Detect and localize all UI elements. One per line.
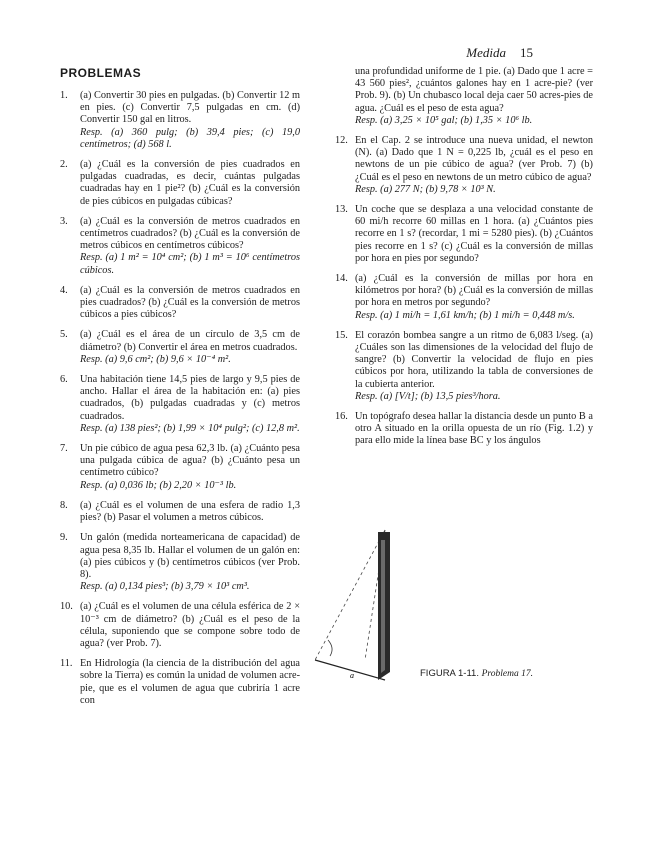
problem-number: 11. bbox=[60, 658, 73, 670]
problem-text: El corazón bombea sangre a un ritmo de 6,083 l/seg. (a) ¿Cuáles son las dimensiones de la velocidad del flujo de sangre? (b) Convertir la velocidad de flujo en pies cúbicos por hora, utilizando la tabla de conversiones de la cubierta anterior. bbox=[355, 329, 593, 390]
problem-text: (a) ¿Cuál es el área de un círculo de 3,5 cm de diámetro? (b) Convertir el área en metros cuadrados. bbox=[80, 329, 300, 353]
problem-item bbox=[60, 658, 300, 707]
problem-answer: Resp. (a) 277 N; (b) 9,78 × 10³ N. bbox=[355, 183, 496, 195]
problem-number: 7. bbox=[60, 443, 68, 455]
problem-answer: Resp. (a) 360 pulg; (b) 39,4 pies; (c) 19,0 centímetros; (d) 568 l. bbox=[80, 126, 300, 150]
problem-number: 10. bbox=[60, 601, 73, 613]
problem-text: (a) ¿Cuál es la conversión de pies cuadrados en pulgadas cuadradas, es decir, cuántas pulgadas cuadradas hay en 1 pie²? (b) ¿Cuál es la conversión de pies cúbicos en pulgadas cúbicas? bbox=[80, 159, 300, 207]
problem-item bbox=[60, 374, 300, 435]
problem-text: Un galón (medida norteamericana de capacidad) de agua pesa 8,35 lb. Hallar el volumen de un galón en: (a) pies cúbicos y (b) centímetros cúbicos (ver Prob. 8). bbox=[80, 532, 300, 580]
problem-item bbox=[60, 285, 300, 322]
problem-answer: Resp. (a) 0,036 lb; (b) 2,20 × 10⁻³ lb. bbox=[80, 479, 237, 491]
problem-text: En Hidrología (la ciencia de la distribución del agua sobre la Tierra) es común la unidad de volumen acre-pie, que es el volumen de agua que cubriría 1 acre con bbox=[80, 658, 300, 706]
page-header bbox=[466, 45, 533, 61]
left-problem-list bbox=[60, 90, 300, 707]
problem-item bbox=[335, 411, 593, 448]
problem-text: Un pie cúbico de agua pesa 62,3 lb. (a) ¿Cuánto pesa una pulgada cúbica de agua? (b) ¿Cuánto pesa un centímetro cúbico? bbox=[80, 443, 300, 479]
right-problem-list bbox=[335, 135, 593, 448]
problem-answer: Resp. (a) [V/t]; (b) 13,5 pies³/hora. bbox=[355, 390, 501, 402]
problem-item bbox=[60, 159, 300, 208]
problem-11-continuation bbox=[335, 66, 593, 127]
problem-item bbox=[60, 443, 300, 492]
problem-text: Un coche que se desplaza a una velocidad constante de 60 mi/h recorre 60 millas en 1 hora. (a) ¿Cuántos pies recorre en 1 s? (recordar, 1 mi = 5280 pies). (b) ¿Cuántos pies recorre en 1 s? (c) ¿Cuál es la conversión de millas por hora en pies por segundo? bbox=[355, 204, 593, 264]
problem-item bbox=[60, 329, 300, 366]
problem-text: Una habitación tiene 14,5 pies de largo y 9,5 pies de ancho. Hallar el área de la habitación en: (a) pies cuadrados, (b) pulgadas cuadradas y (c) metros cuadrados. bbox=[80, 374, 300, 422]
problem-item bbox=[335, 330, 593, 403]
problem-number: 13. bbox=[335, 204, 348, 216]
section-title: PROBLEMAS bbox=[60, 66, 142, 80]
figure-caption bbox=[420, 668, 533, 679]
header-title: Medida bbox=[466, 45, 506, 60]
page-number: 15 bbox=[520, 45, 533, 60]
figure-angle-arc bbox=[328, 640, 332, 656]
problem-answer: Resp. (a) 1 mi/h = 1,61 km/h; (b) 1 mi/h = 0,448 m/s. bbox=[355, 309, 575, 321]
problem-answer: Resp. (a) 1 m² = 10⁴ cm²; (b) 1 m³ = 10⁶ centímetros cúbicos. bbox=[80, 252, 300, 276]
problem-item bbox=[335, 135, 593, 196]
problem-answer: Resp. (a) 9,6 cm²; (b) 9,6 × 10⁻⁴ m². bbox=[80, 353, 231, 365]
problem-number: 2. bbox=[60, 159, 68, 171]
problem-number: 6. bbox=[60, 374, 68, 386]
problem-item bbox=[60, 90, 300, 151]
problem-item bbox=[335, 273, 593, 322]
problem-text: Un topógrafo desea hallar la distancia desde un punto B a otro A situado en la orilla opuesta de un río (Fig. 1.2) y para ello mide la línea base BC y los ángulos bbox=[355, 411, 593, 447]
problem-number: 3. bbox=[60, 215, 68, 227]
right-column bbox=[335, 66, 593, 456]
continuation-answer: Resp. (a) 3,25 × 10⁵ gal; (b) 1,35 × 10⁶ lb. bbox=[355, 114, 533, 126]
figure-dashed-line-1 bbox=[315, 530, 385, 660]
problem-number: 15. bbox=[335, 329, 348, 341]
problem-text: (a) Convertir 30 pies en pulgadas. (b) Convertir 12 m en pies. (c) Convertir 7,5 pulgadas en cm. (d) Convertir 150 gal en litros. bbox=[80, 90, 300, 126]
problem-number: 12. bbox=[335, 135, 348, 147]
problem-number: 8. bbox=[60, 499, 68, 511]
figure-caption-label: FIGURA 1-11. bbox=[420, 668, 479, 679]
problem-answer: Resp. (a) 0,134 pies³; (b) 3,79 × 10³ cm³. bbox=[80, 581, 250, 593]
figure-caption-ref: Problema 17. bbox=[481, 669, 533, 679]
problem-number: 5. bbox=[60, 329, 68, 341]
problem-text: En el Cap. 2 se introduce una nueva unidad, el newton (N). (a) Dado que 1 N = 0,225 lb, ¿cuál es el peso en newtons de un pie cúbico de agua? (ver Prob. 7) (b) ¿Cuál es el peso en newtons de un metro cúbico de agua? bbox=[355, 135, 593, 183]
figure-problem-17 bbox=[290, 520, 490, 690]
problem-text: (a) ¿Cuál es la conversión de metros cuadrados en centímetros cuadrados? (b) ¿Cuál es la conversión de metros cúbicos en centímetros cúbicos? bbox=[80, 215, 300, 252]
problem-text: (a) ¿Cuál es el volumen de una célula esférica de 2 × 10⁻³ cm de diámetro? (b) ¿Cuál es el peso de la célula, suponiendo que se compone sobre todo de agua? (ver Prob. 7). bbox=[80, 601, 300, 649]
problem-item bbox=[60, 532, 300, 593]
problem-number: 14. bbox=[335, 273, 348, 285]
problem-text: (a) ¿Cuál es el volumen de una esfera de radio 1,3 pies? (b) Pasar el volumen a metros cúbicos. bbox=[80, 499, 300, 524]
left-column bbox=[60, 66, 300, 715]
figure-label-a: a bbox=[350, 671, 354, 680]
problem-item bbox=[60, 216, 300, 277]
figure-bar-highlight bbox=[381, 540, 385, 673]
problem-text: (a) ¿Cuál es la conversión de metros cuadrados en pies cuadrados? (b) ¿Cuál es la conversión de metros cúbicos a pies cúbicos? bbox=[80, 284, 300, 321]
problem-number: 1. bbox=[60, 90, 68, 101]
problem-item bbox=[335, 204, 593, 265]
problem-number: 16. bbox=[335, 411, 348, 423]
problem-item bbox=[60, 601, 300, 650]
problem-item bbox=[60, 500, 300, 524]
problem-text: (a) ¿Cuál es la conversión de millas por hora en kilómetros por hora? (b) ¿Cuál es la conversión de millas por hora en metros por segundo? bbox=[355, 273, 593, 309]
problem-number: 4. bbox=[60, 284, 68, 296]
problem-number: 9. bbox=[60, 532, 68, 544]
problem-answer: Resp. (a) 138 pies²; (b) 1,99 × 10⁴ pulg²; (c) 12,8 m². bbox=[80, 422, 300, 434]
continuation-text: una profundidad uniforme de 1 pie. (a) Dado que 1 acre = 43 560 pies², ¿cuántos galones hay en 1 acre-pie? (ver Prob. 9). (b) Un chubasco local deja caer 50 acres-pies de agua. ¿Cuál es el peso de esta agua? bbox=[355, 66, 593, 114]
